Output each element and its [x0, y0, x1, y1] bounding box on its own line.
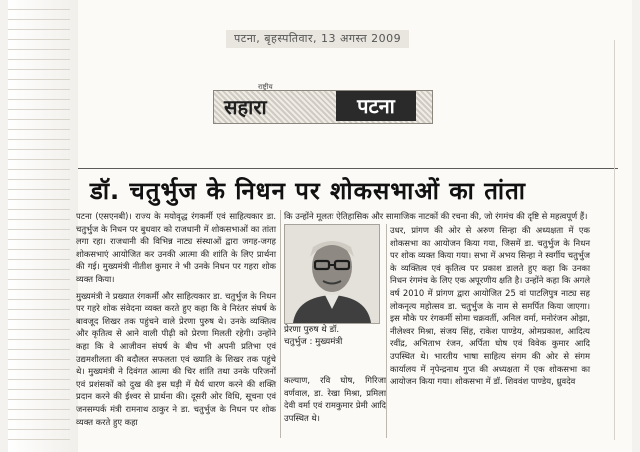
article-column-middle-bottom — [284, 374, 386, 428]
portrait-image — [285, 225, 379, 323]
article-middle-intro: कि उन्होंने मूलतः ऐतिहासिक और सामाजिक नाटकों की रचना की, जो रंगमंच की दृष्टि से महत्वपूर्ण हैं। — [284, 211, 588, 221]
article-middle-closing: कल्याण, रवि घोष, गिरिजा वर्णवाल, डा. रेखा मिश्रा, प्रमिला देवी वर्मा एवं रामकुमार प्रेमी आदि उपस्थित थे। — [284, 375, 386, 423]
article-paragraph-1: पटना (एसएनबी)। राज्य के मयोवृद्ध रंगकर्मी एवं साहित्यकार डा. चतुर्भुज के निधन पर बुधवार को राजधानी में शोकसभाओं का तांता लगा रहा। राजधानी की विभिन्न नाट्य संस्थाओं द्वारा जगह-जगह शोकसभाएं आयोजित कर उनकी आत्मा की शांति के लिए प्रार्थना की गई। मुख्यमंत्री नीतीश कुमार ने भी उनके निधन पर गहरा शोक व्यक्त किया। — [76, 211, 276, 284]
article-column-left — [76, 210, 276, 440]
article-column-middle-top — [284, 210, 588, 224]
photo-caption-line-2: चतुर्भुज : मुख्यमंत्री — [284, 337, 343, 347]
column-divider-2 — [386, 224, 387, 438]
article-paragraph-3: उधर, प्रांगण की ओर से अरुण सिन्हा की अध्यक्षता में एक शोकसभा का आयोजन किया गया, जिसमें डा. चतुर्भुज के निधन पर शोक व्यक्त किया गया। सभा में अभय सिन्हा ने स्वर्गीय चतुर्भुज के व्यक्तित्व एवं कृतित्व पर प्रकाश डालते हुए कहा कि उनका निधन रंगमंच के लिए एक अपूरणीय क्षति है। उन्होंने कहा कि अगले वर्ष 2010 में प्रांगण द्वारा आयोजित 25 वां पाटलिपुत्र नाट्य सह लोकनृत्य महोत्सव डा. चतुर्भुज के नाम से समर्पित किया जाएगा। इस मौके पर रंगकर्मी सोमा चक्रवर्ती, अनिल वर्मा, मनोरंजन ओझा, नीलेश्वर मिश्रा, संजय सिंह, राकेश पाण्डेय, ओमप्रकाश, आदित्य रवींद्र, अभिताभ रंजन, अर्पिता घोष एवं विवेक कुमार आदि उपस्थित थे। भारतीय भाषा साहित्य संगम की ओर से संगम कार्यालय में नृपेन्द्रनाथ गुप्त की अध्यक्षता में एक शोकसभा का आयोजन किया गया। शोकसभा में डॉ. शिववंश पाण्डेय, ध्रुवदेव — [390, 225, 590, 387]
photo-caption-line-1: प्रेरणा पुरुष थे डॉ. — [284, 325, 340, 335]
headline-rule — [78, 168, 618, 169]
masthead-small-label: राष्ट्रीय — [258, 83, 273, 91]
portrait-photo — [284, 224, 380, 324]
newspaper-clipping — [8, 0, 632, 452]
adjacent-page-bleed — [8, 0, 78, 452]
masthead-brand: सहारा — [224, 95, 267, 119]
photo-caption — [284, 324, 380, 348]
article-paragraph-2: मुख्यमंत्री ने प्रख्यात रंगकर्मी और साहित्यकार डा. चतुर्भुज के निधन पर गहरे शोक संवेदना व्यक्त करते हुए कहा कि वे निरंतर संघर्ष के बावजूद शिखर तक पहुंचने वाले प्रेरणा पुरुष थे। उनके व्यक्तित्व और कृतित्व से आने वाली पीढ़ी को प्रेरणा मिलती रहेगी। उन्होंने कहा कि वे आजीवन संघर्ष के बीच भी अपनी प्रतिभा एवं उद्यमशीलता की बदौलत सफलता एवं ख्याति के शिखर तक पहुंचे थे। मुख्यमंत्री ने दिवंगत आत्मा की चिर शांति तथा उनके परिजनों एवं प्रशंसकों को दुख की इस घड़ी में धैर्य धारण करने की शक्ति प्रदान करने की ईश्वर से प्रार्थना की। दूसरी ओर विधि, सूचना एवं जनसम्पर्क मंत्री रामनाथ ठाकुर ने डा. चतुर्भुज के निधन पर शोक व्यक्त करते हुए कहा — [76, 290, 276, 427]
masthead-city-block: पटना — [336, 91, 416, 121]
page-edge-rule — [614, 40, 615, 440]
masthead — [213, 83, 433, 124]
article-column-right — [390, 224, 590, 434]
article-headline: डॉ. चतुर्भुज के निधन पर शोकसभाओं का तांता — [90, 177, 527, 205]
column-divider-1 — [280, 210, 281, 438]
dateline: पटना, बृहस्पतिवार, 13 अगस्त 2009 — [226, 30, 409, 48]
